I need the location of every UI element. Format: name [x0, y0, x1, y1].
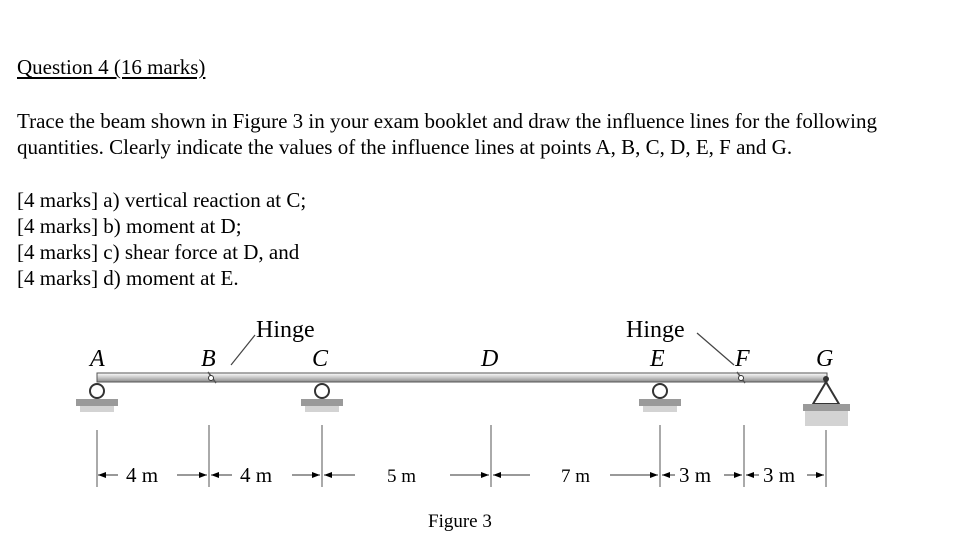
point-label-a: A: [90, 346, 105, 372]
dimension-fg: 3 m: [763, 463, 796, 487]
part-c: [4 marks] c) shear force at D, and: [17, 240, 300, 264]
hinge-label-right: Hinge: [626, 317, 685, 343]
part-b: [4 marks] b) moment at D;: [17, 214, 242, 238]
hinge-pointer-left: [231, 335, 255, 365]
part-d: [4 marks] d) moment at E.: [17, 266, 239, 290]
question-heading: Question 4 (16 marks): [17, 55, 206, 79]
figure-caption: Figure 3: [428, 511, 492, 532]
dimension-ab: 4 m: [126, 463, 159, 487]
pin-support-g: [803, 376, 850, 426]
dimension-bc: 4 m: [240, 463, 273, 487]
roller-support-e: [639, 384, 681, 412]
dimension-ticks: [97, 425, 826, 487]
dimension-ef: 3 m: [679, 463, 712, 487]
question-intro: Trace the beam shown in Figure 3 in your exam booklet and draw the influence lines for the following quantities. Clearly indicate the values of the influence lines at points A, B, C, D, E, F and G.: [17, 109, 878, 159]
point-label-f: F: [735, 346, 750, 372]
dimension-de: 7 m: [561, 466, 591, 487]
point-label-e: E: [650, 346, 665, 372]
dimension-cd: 5 m: [387, 466, 417, 487]
hinge-pointer-right: [697, 333, 734, 365]
hinge-label-left: Hinge: [256, 317, 315, 343]
roller-support-c: [301, 384, 343, 412]
beam: [97, 373, 827, 382]
point-label-g: G: [816, 346, 834, 372]
point-label-d: D: [481, 346, 499, 372]
point-label-c: C: [312, 346, 329, 372]
roller-support-a: [76, 384, 118, 412]
part-a: [4 marks] a) vertical reaction at C;: [17, 188, 307, 212]
point-label-b: B: [201, 346, 216, 372]
